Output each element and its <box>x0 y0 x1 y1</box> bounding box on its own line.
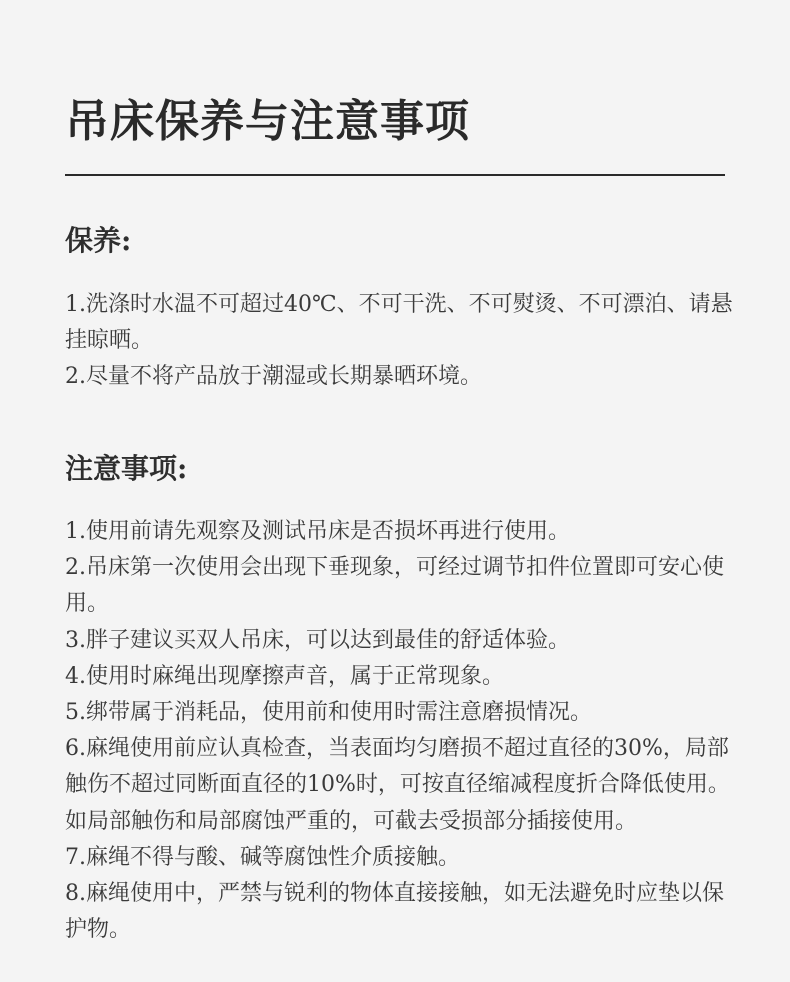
care-heading: 保养: <box>65 224 132 257</box>
notes-item-8: 8.麻绳使用中，严禁与锐利的物体直接接触，如无法避免时应垫以保护物。 <box>65 881 724 943</box>
notes-item-5: 5.绑带属于消耗品，使用前和使用时需注意磨损情况。 <box>65 700 592 726</box>
care-item-1: 1.洗涤时水温不可超过40℃、不可干洗、不可熨烫、不可漂泊、请悬挂晾晒。 <box>65 292 733 354</box>
notes-item-1: 1.使用前请先观察及测试吊床是否损坏再进行使用。 <box>65 519 570 544</box>
notes-list <box>65 514 737 948</box>
title-divider <box>65 174 725 176</box>
notes-item-7: 7.麻绳不得与酸、碱等腐蚀性介质接触。 <box>65 844 460 870</box>
notes-heading: 注意事项: <box>65 452 188 485</box>
notes-item-3: 3.胖子建议买双人吊床，可以达到最佳的舒适体验。 <box>65 627 570 653</box>
notes-item-2: 2.吊床第一次使用会出现下垂现象，可经过调节扣件位置即可安心使用。 <box>65 555 724 617</box>
care-list <box>65 287 737 396</box>
page-title: 吊床保养与注意事项 <box>65 96 470 147</box>
notes-item-6: 6.麻绳使用前应认真检查，当表面均匀磨损不超过直径的30%，局部触伤不超过同断面直径的10%时，可按直径缩减程度折合降低使用。如局部触伤和局部腐蚀严重的，可截去受损部分插接使用。 <box>65 736 730 834</box>
care-item-2: 2.尽量不将产品放于潮湿或长期暴晒环境。 <box>65 364 482 390</box>
notes-item-4: 4.使用时麻绳出现摩擦声音，属于正常现象。 <box>65 663 504 689</box>
